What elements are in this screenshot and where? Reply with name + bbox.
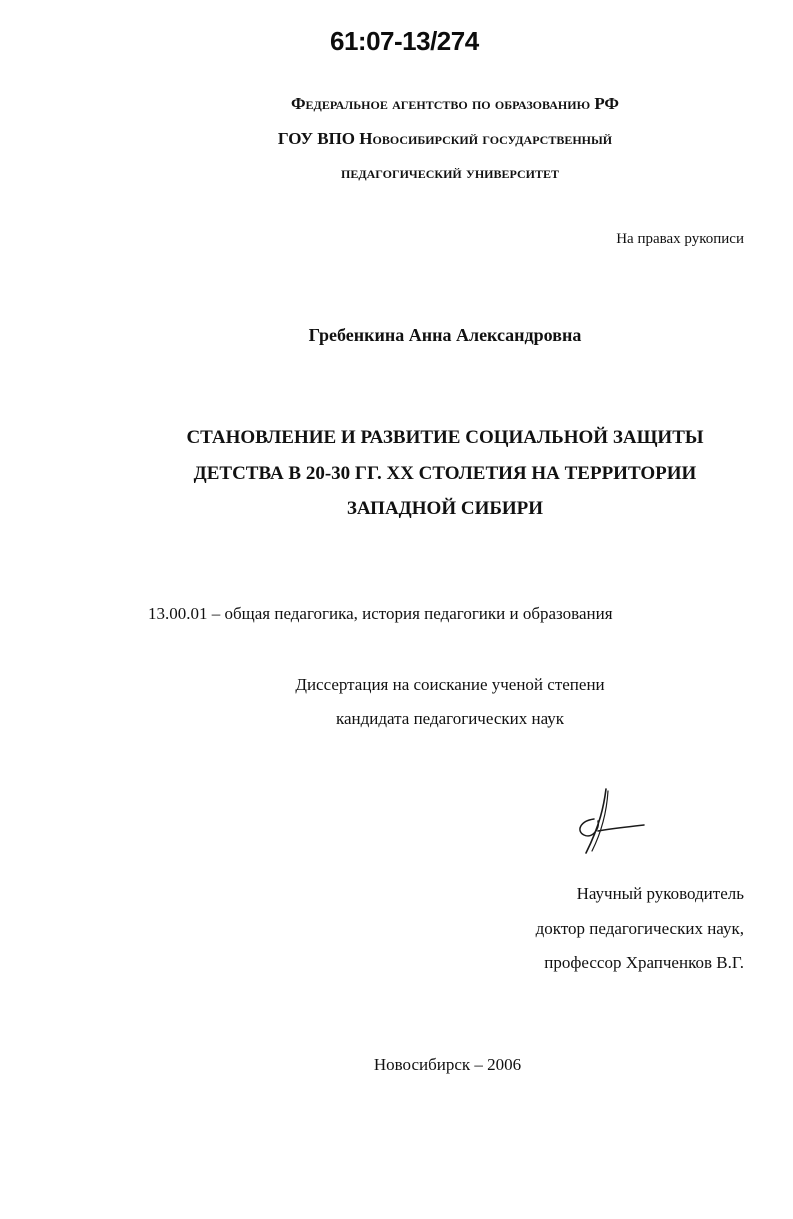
city-year: Новосибирск – 2006	[373, 1055, 522, 1074]
organization-line-1: Федеральное агентство по образованию РФ	[290, 94, 620, 113]
rights-note: На правах рукописи	[616, 231, 744, 247]
organization-line-3: педагогический университет	[341, 163, 559, 182]
dissertation-line-1: Диссертация на соискание ученой степени	[295, 675, 605, 694]
supervisor-role: Научный руководитель	[576, 884, 744, 903]
title-line-2: ДЕТСТВА В 20-30 ГГ. XX СТОЛЕТИЯ НА ТЕРРИТОРИИ	[193, 463, 697, 484]
organization-line-2: ГОУ ВПО Новосибирский государственный	[277, 129, 613, 148]
author-name: Гребенкина Анна Александровна	[308, 325, 582, 345]
specialty-code: 13.00.01 – общая педагогика, история педагогики и образования	[148, 604, 613, 623]
catalog-number: 61:07-13/274	[330, 26, 479, 56]
supervisor-name: профессор Храпченков В.Г.	[544, 953, 744, 972]
handwritten-signature-icon	[570, 785, 650, 860]
dissertation-line-2: кандидата педагогических наук	[335, 709, 565, 728]
supervisor-degree: доктор педагогических наук,	[535, 919, 744, 938]
title-line-3: ЗАПАДНОЙ СИБИРИ	[346, 498, 544, 519]
title-line-1: СТАНОВЛЕНИЕ И РАЗВИТИЕ СОЦИАЛЬНОЙ ЗАЩИТЫ	[186, 427, 704, 448]
